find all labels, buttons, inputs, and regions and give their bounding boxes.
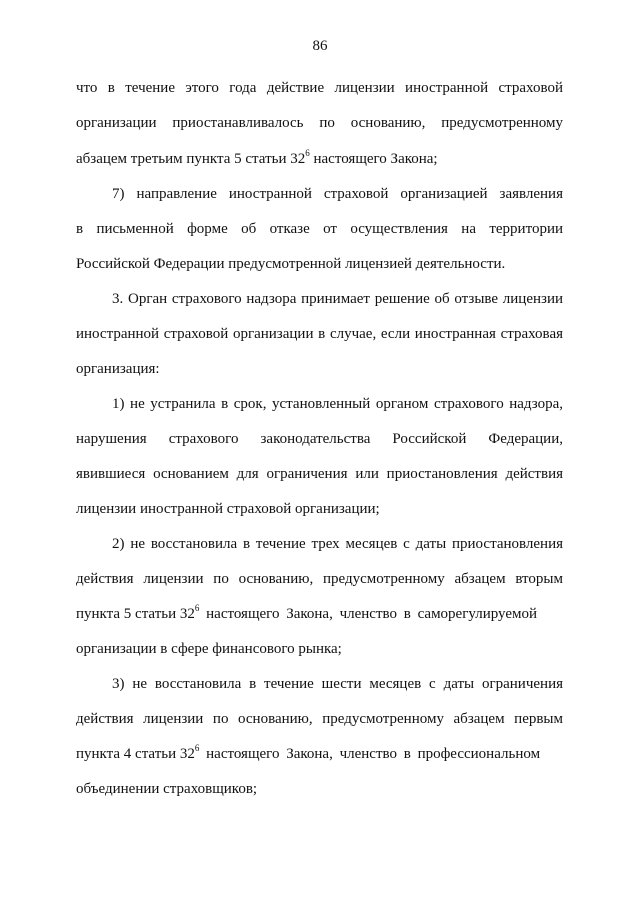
text-run: абзацем третьим пункта 5 статьи 32 bbox=[76, 151, 306, 167]
text-line: 1) не устранила в срок, установленный органом страхового надзора, bbox=[112, 396, 563, 412]
text-line: 3. Орган страхового надзора принимает решение об отзыве лицензии bbox=[112, 291, 563, 307]
text-line bbox=[76, 745, 563, 763]
text-run: настоящего Закона; bbox=[309, 151, 438, 167]
text-line bbox=[76, 605, 563, 623]
text-run: настоящего Закона, членство в профессиональном bbox=[199, 746, 541, 762]
text-line: лицензии иностранной страховой организации; bbox=[76, 501, 380, 517]
text-line: нарушения страхового законодательства Российской Федерации, bbox=[76, 431, 563, 447]
superscript: 6 bbox=[194, 603, 200, 613]
text-line: 3) не восстановила в течение шести месяцев с даты ограничения bbox=[112, 676, 563, 692]
text-line: 2) не восстановила в течение трех месяцев с даты приостановления bbox=[112, 536, 563, 552]
text-line: в письменной форме об отказе от осуществления на территории bbox=[76, 221, 563, 237]
text-run: настоящего Закона, членство в саморегулируемой bbox=[199, 606, 538, 622]
text-line bbox=[76, 150, 563, 168]
text-line: 7) направление иностранной страховой организацией заявления bbox=[112, 186, 563, 202]
superscript: 6 bbox=[194, 743, 200, 753]
page-number: 86 bbox=[312, 38, 328, 54]
text-line: действия лицензии по основанию, предусмотренному абзацем вторым bbox=[76, 571, 563, 587]
text-line: действия лицензии по основанию, предусмотренному абзацем первым bbox=[76, 711, 563, 727]
text-line: что в течение этого года действие лицензии иностранной страховой bbox=[76, 80, 563, 96]
text-line: организации в сфере финансового рынка; bbox=[76, 641, 342, 657]
text-line: Российской Федерации предусмотренной лицензией деятельности. bbox=[76, 256, 506, 272]
text-line: организация: bbox=[76, 361, 160, 377]
text-run: пункта 4 статьи 32 bbox=[76, 746, 195, 762]
text-line: иностранной страховой организации в случае, если иностранная страховая bbox=[76, 326, 563, 342]
text-line: объединении страховщиков; bbox=[76, 781, 258, 797]
text-line: организации приостанавливалось по основанию, предусмотренному bbox=[76, 115, 563, 131]
text-line: явившиеся основанием для ограничения или приостановления действия bbox=[76, 466, 563, 482]
text-run: пункта 5 статьи 32 bbox=[76, 606, 195, 622]
superscript: 6 bbox=[305, 148, 310, 158]
